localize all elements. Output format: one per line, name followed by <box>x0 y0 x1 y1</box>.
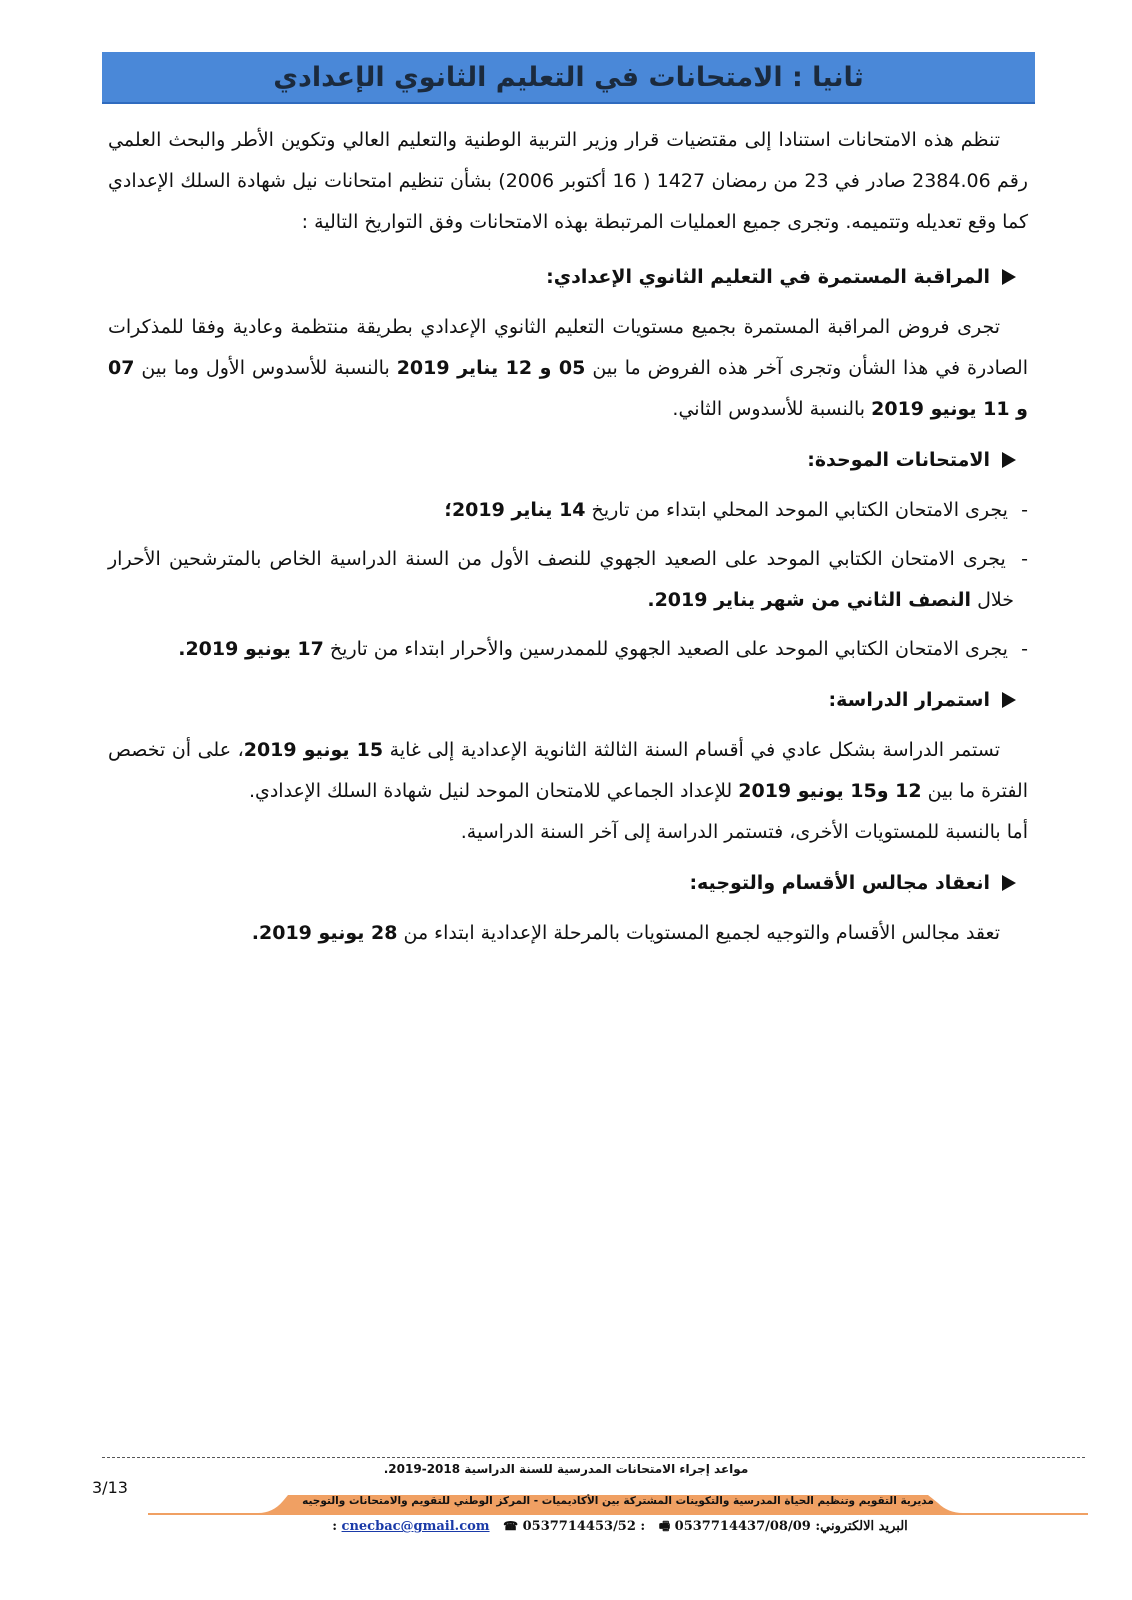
list-item: - يجرى الامتحان الكتابي الموحد على الصعيد الجهوي للنصف الأول من السنة الدراسية الخاص بالمترشحين الأحرار خلال النصف الثاني من شهر يناير 2019. <box>108 548 1028 611</box>
footer-divider <box>102 1457 1085 1458</box>
footer-ribbon <box>148 1493 1088 1515</box>
text-run: للإعداد الجماعي للامتحان الموحد لنيل شهادة السلك الإعدادي. <box>248 780 739 802</box>
intro-paragraph: تنظم هذه الامتحانات استنادا إلى مقتضيات قرار وزير التربية الوطنية والتعليم العالي وتكوين الأطر والبحث العلمي رقم 2384.06 صادر في 23 من رمضان 1427 ( 16 أكتوبر 2006) بشأن تنظيم امتحانات نيل شهادة السلك الإعدادي كما وقع تعديله وتتميمه. وتجرى جميع العمليات المرتبطة بهذه الامتحانات وفق التواريخ التالية : <box>108 129 1028 233</box>
text-run: تعقد مجالس الأقسام والتوجيه لجميع المستويات بالمرحلة الإعدادية ابتداء من <box>397 922 1000 944</box>
arrow-bullet-icon <box>1002 452 1016 468</box>
email-link[interactable]: cnecbac@gmail.com <box>341 1519 490 1534</box>
directorate-label: مديرية التقويم وتنظيم الحياة المدرسية والتكوينات المشتركة بين الأكاديميات - المركز الوطني للتقويم والامتحانات والتوجيه <box>302 1495 934 1507</box>
text-run: بالنسبة للأسدوس الأول وما بين <box>134 357 397 379</box>
continuation-paragraph-2: أما بالنسبة للمستويات الأخرى، فتستمر الدراسة إلى آخر السنة الدراسية. <box>460 821 1028 843</box>
continuation-paragraph <box>108 730 1028 812</box>
fax-icon: 🖷 <box>658 1519 671 1533</box>
arrow-bullet-icon <box>1002 269 1016 285</box>
date: 28 يونيو 2019. <box>251 922 398 944</box>
heading-text: استمرار الدراسة: <box>828 689 990 711</box>
text-run: يجرى الامتحان الكتابي الموحد على الصعيد الجهوي للممدرسين والأحرار ابتداء من تاريخ <box>323 638 1008 660</box>
fax-number: 0537714437/08/09 : <box>332 1519 811 1534</box>
heading-text: المراقبة المستمرة في التعليم الثانوي الإعدادي: <box>546 266 990 288</box>
list-item: - يجرى الامتحان الكتابي الموحد المحلي ابتداء من تاريخ 14 يناير 2019؛ <box>444 499 1028 521</box>
section-heading-continuous <box>108 255 1028 299</box>
section-heading-unified <box>108 438 1028 482</box>
list-item: - يجرى الامتحان الكتابي الموحد على الصعيد الجهوي للممدرسين والأحرار ابتداء من تاريخ 17 يونيو 2019. <box>178 638 1028 660</box>
section-heading-councils <box>108 861 1028 905</box>
text-run: بالنسبة للأسدوس الثاني. <box>672 398 872 420</box>
text-run: يجرى الامتحان الكتابي الموحد على الصعيد الجهوي للنصف الأول من السنة الدراسية الخاص بالمترشحين الأحرار خلال <box>108 548 1014 611</box>
footer-contacts <box>180 1517 1060 1538</box>
heading-text: الامتحانات الموحدة: <box>807 449 990 471</box>
heading-text: انعقاد مجالس الأقسام والتوجيه: <box>689 872 990 894</box>
date-range: 07 و 11 يونيو 2019 <box>108 357 1028 420</box>
text-run: تستمر الدراسة بشكل عادي في أقسام السنة الثالثة الثانوية الإعدادية إلى غاية <box>383 739 1000 761</box>
page-title: ثانيا : الامتحانات في التعليم الثانوي الإعدادي <box>273 61 864 93</box>
text-run: يجرى الامتحان الكتابي الموحد المحلي ابتداء من تاريخ <box>585 499 1008 521</box>
text-run: ، على أن تخصص الفترة ما بين <box>108 739 1028 802</box>
phone-number: 0537714453/52 : <box>522 1519 646 1534</box>
date: النصف الثاني من شهر يناير 2019. <box>647 589 972 611</box>
footer-title: مواعد إجراء الامتحانات المدرسية للسنة الدراسية 2018-2019. <box>383 1462 749 1476</box>
councils-paragraph <box>108 913 1028 954</box>
document-body <box>108 120 1028 954</box>
date: 15 يونيو 2019 <box>243 739 384 761</box>
date: 17 يونيو 2019. <box>178 638 324 660</box>
email-label: البريد الالكتروني: <box>815 1519 908 1534</box>
phone-icon: ☎ <box>503 1519 519 1533</box>
continuous-paragraph <box>108 307 1028 430</box>
section-heading-continuation <box>108 678 1028 722</box>
date-range: 05 و 12 يناير 2019 <box>396 357 586 379</box>
arrow-bullet-icon <box>1002 875 1016 891</box>
title-banner <box>102 52 1035 104</box>
date-range: 12 و15 يونيو 2019 <box>738 780 922 802</box>
page-number: 3/13 <box>92 1478 128 1497</box>
arrow-bullet-icon <box>1002 692 1016 708</box>
text-run: تجرى فروض المراقبة المستمرة بجميع مستويات التعليم الثانوي الإعدادي بطريقة منتظمة وعادية وفقا للمذكرات الصادرة في هذا الشأن وتجرى آخر هذه الفروض ما بين <box>108 316 1028 379</box>
date: 14 يناير 2019؛ <box>444 499 586 521</box>
